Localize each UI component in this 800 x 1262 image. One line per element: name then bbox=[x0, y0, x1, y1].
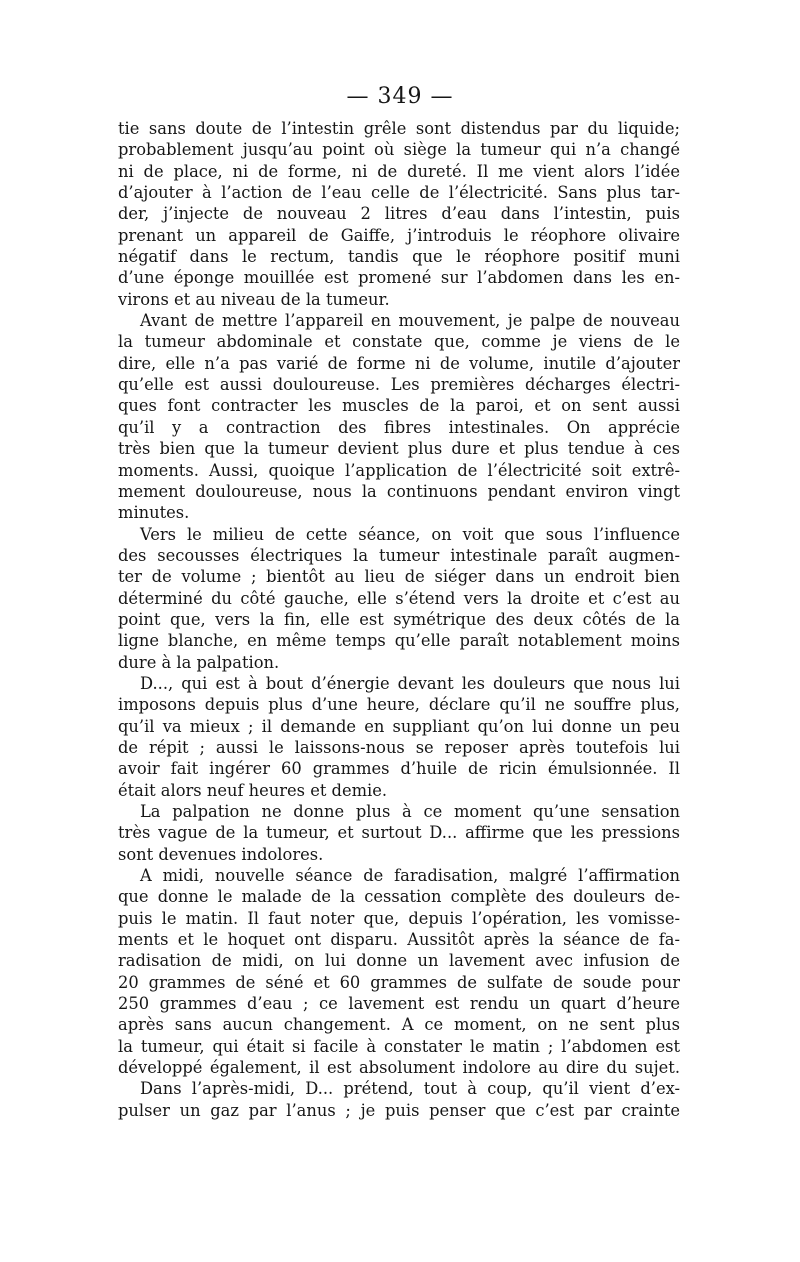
text-line: pulser un gaz par l’anus ; je puis penser que c’est par crainte bbox=[118, 1100, 680, 1120]
text-line: 250 grammes d’eau ; ce lavement est rendu un quart d’heure bbox=[118, 994, 680, 1014]
text-line: la tumeur, qui était si facile à constater le matin ; l’abdomen est bbox=[118, 1036, 680, 1056]
text-line: 20 grammes de séné et 60 grammes de sulfate de soude pour bbox=[118, 972, 680, 992]
text-line: virons et au niveau de la tumeur. bbox=[118, 289, 390, 309]
text-line: puis le matin. Il faut noter que, depuis l’opération, les vomisse- bbox=[118, 908, 680, 928]
text-line: Avant de mettre l’appareil en mouvement, je palpe de nouveau bbox=[140, 311, 680, 331]
text-line: ments et le hoquet ont disparu. Aussitôt après la séance de fa- bbox=[118, 930, 680, 950]
text-line: que donne le malade de la cessation complète des douleurs de- bbox=[118, 887, 680, 907]
text-line: mement douloureuse, nous la continuons pendant environ vingt bbox=[118, 481, 680, 501]
text-line: minutes. bbox=[118, 503, 190, 523]
text-line: après sans aucun changement. A ce moment, on ne sent plus bbox=[118, 1015, 680, 1035]
text-line: qu’elle est aussi douloureuse. Les premières décharges électri- bbox=[118, 375, 680, 395]
text-line: point que, vers la fin, elle est symétrique des deux côtés de la bbox=[118, 609, 680, 629]
text-line: négatif dans le rectum, tandis que le réophore positif muni bbox=[118, 247, 680, 267]
body-text bbox=[118, 118, 680, 1121]
text-line: radisation de midi, on lui donne un lavement avec infusion de bbox=[118, 951, 680, 971]
text-line: développé également, il est absolument indolore au dire du sujet. bbox=[118, 1058, 680, 1078]
text-line: Vers le milieu de cette séance, on voit que sous l’influence bbox=[140, 524, 680, 544]
text-line: la tumeur abdominale et constate que, comme je viens de le bbox=[118, 332, 680, 352]
text-line: avoir fait ingérer 60 grammes d’huile de ricin émulsionnée. Il bbox=[118, 759, 680, 779]
text-line: moments. Aussi, quoique l’application de l’électricité soit extrê- bbox=[118, 460, 680, 480]
text-line: ligne blanche, en même temps qu’elle paraît notablement moins bbox=[118, 631, 680, 651]
text-line: sont devenues indolores. bbox=[118, 844, 324, 864]
text-line: ter de volume ; bientôt au lieu de siéger dans un endroit bien bbox=[118, 567, 680, 587]
text-line: déterminé du côté gauche, elle s’étend vers la droite et c’est au bbox=[118, 588, 680, 608]
text-line: d’une éponge mouillée est promené sur l’abdomen dans les en- bbox=[118, 268, 680, 288]
text-line: des secousses électriques la tumeur intestinale paraît augmen- bbox=[118, 545, 680, 565]
text-line: probablement jusqu’au point où siège la tumeur qui n’a changé bbox=[118, 140, 680, 160]
text-line: prenant un appareil de Gaiffe, j’introduis le réophore olivaire bbox=[118, 225, 680, 245]
text-line: der, j’injecte de nouveau 2 litres d’eau dans l’intestin, puis bbox=[118, 204, 680, 224]
text-line: d’ajouter à l’action de l’eau celle de l’électricité. Sans plus tar- bbox=[118, 183, 680, 203]
text-line: dire, elle n’a pas varié de forme ni de volume, inutile d’ajouter bbox=[118, 353, 680, 373]
text-line: A midi, nouvelle séance de faradisation, malgré l’affirmation bbox=[140, 866, 680, 886]
text-line: de répit ; aussi le laissons-nous se reposer après toutefois lui bbox=[118, 737, 680, 757]
text-line: qu’il y a contraction des fibres intestinales. On apprécie bbox=[118, 417, 680, 437]
text-line: ni de place, ni de forme, ni de dureté. Il me vient alors l’idée bbox=[118, 161, 680, 181]
text-line: très bien que la tumeur devient plus dure et plus tendue à ces bbox=[118, 439, 680, 459]
text-line: Dans l’après-midi, D... prétend, tout à coup, qu’il vient d’ex- bbox=[140, 1079, 680, 1099]
text-line: qu’il va mieux ; il demande en suppliant qu’on lui donne un peu bbox=[118, 716, 680, 736]
text-line: dure à la palpation. bbox=[118, 652, 280, 672]
text-line: ques font contracter les muscles de la paroi, et on sent aussi bbox=[118, 396, 680, 416]
text-line: imposons depuis plus d’une heure, déclare qu’il ne souffre plus, bbox=[118, 695, 680, 715]
text-line: était alors neuf heures et demie. bbox=[118, 780, 388, 800]
text-line: La palpation ne donne plus à ce moment qu’une sensation bbox=[140, 802, 680, 821]
text-line: D..., qui est à bout d’énergie devant les douleurs que nous lui bbox=[140, 673, 680, 693]
text-line: très vague de la tumeur, et surtout D... affirme que les pressions bbox=[118, 823, 680, 843]
text-line: tie sans doute de l’intestin grêle sont distendus par du liquide; bbox=[118, 119, 680, 138]
page-number: — 349 — bbox=[346, 84, 454, 109]
